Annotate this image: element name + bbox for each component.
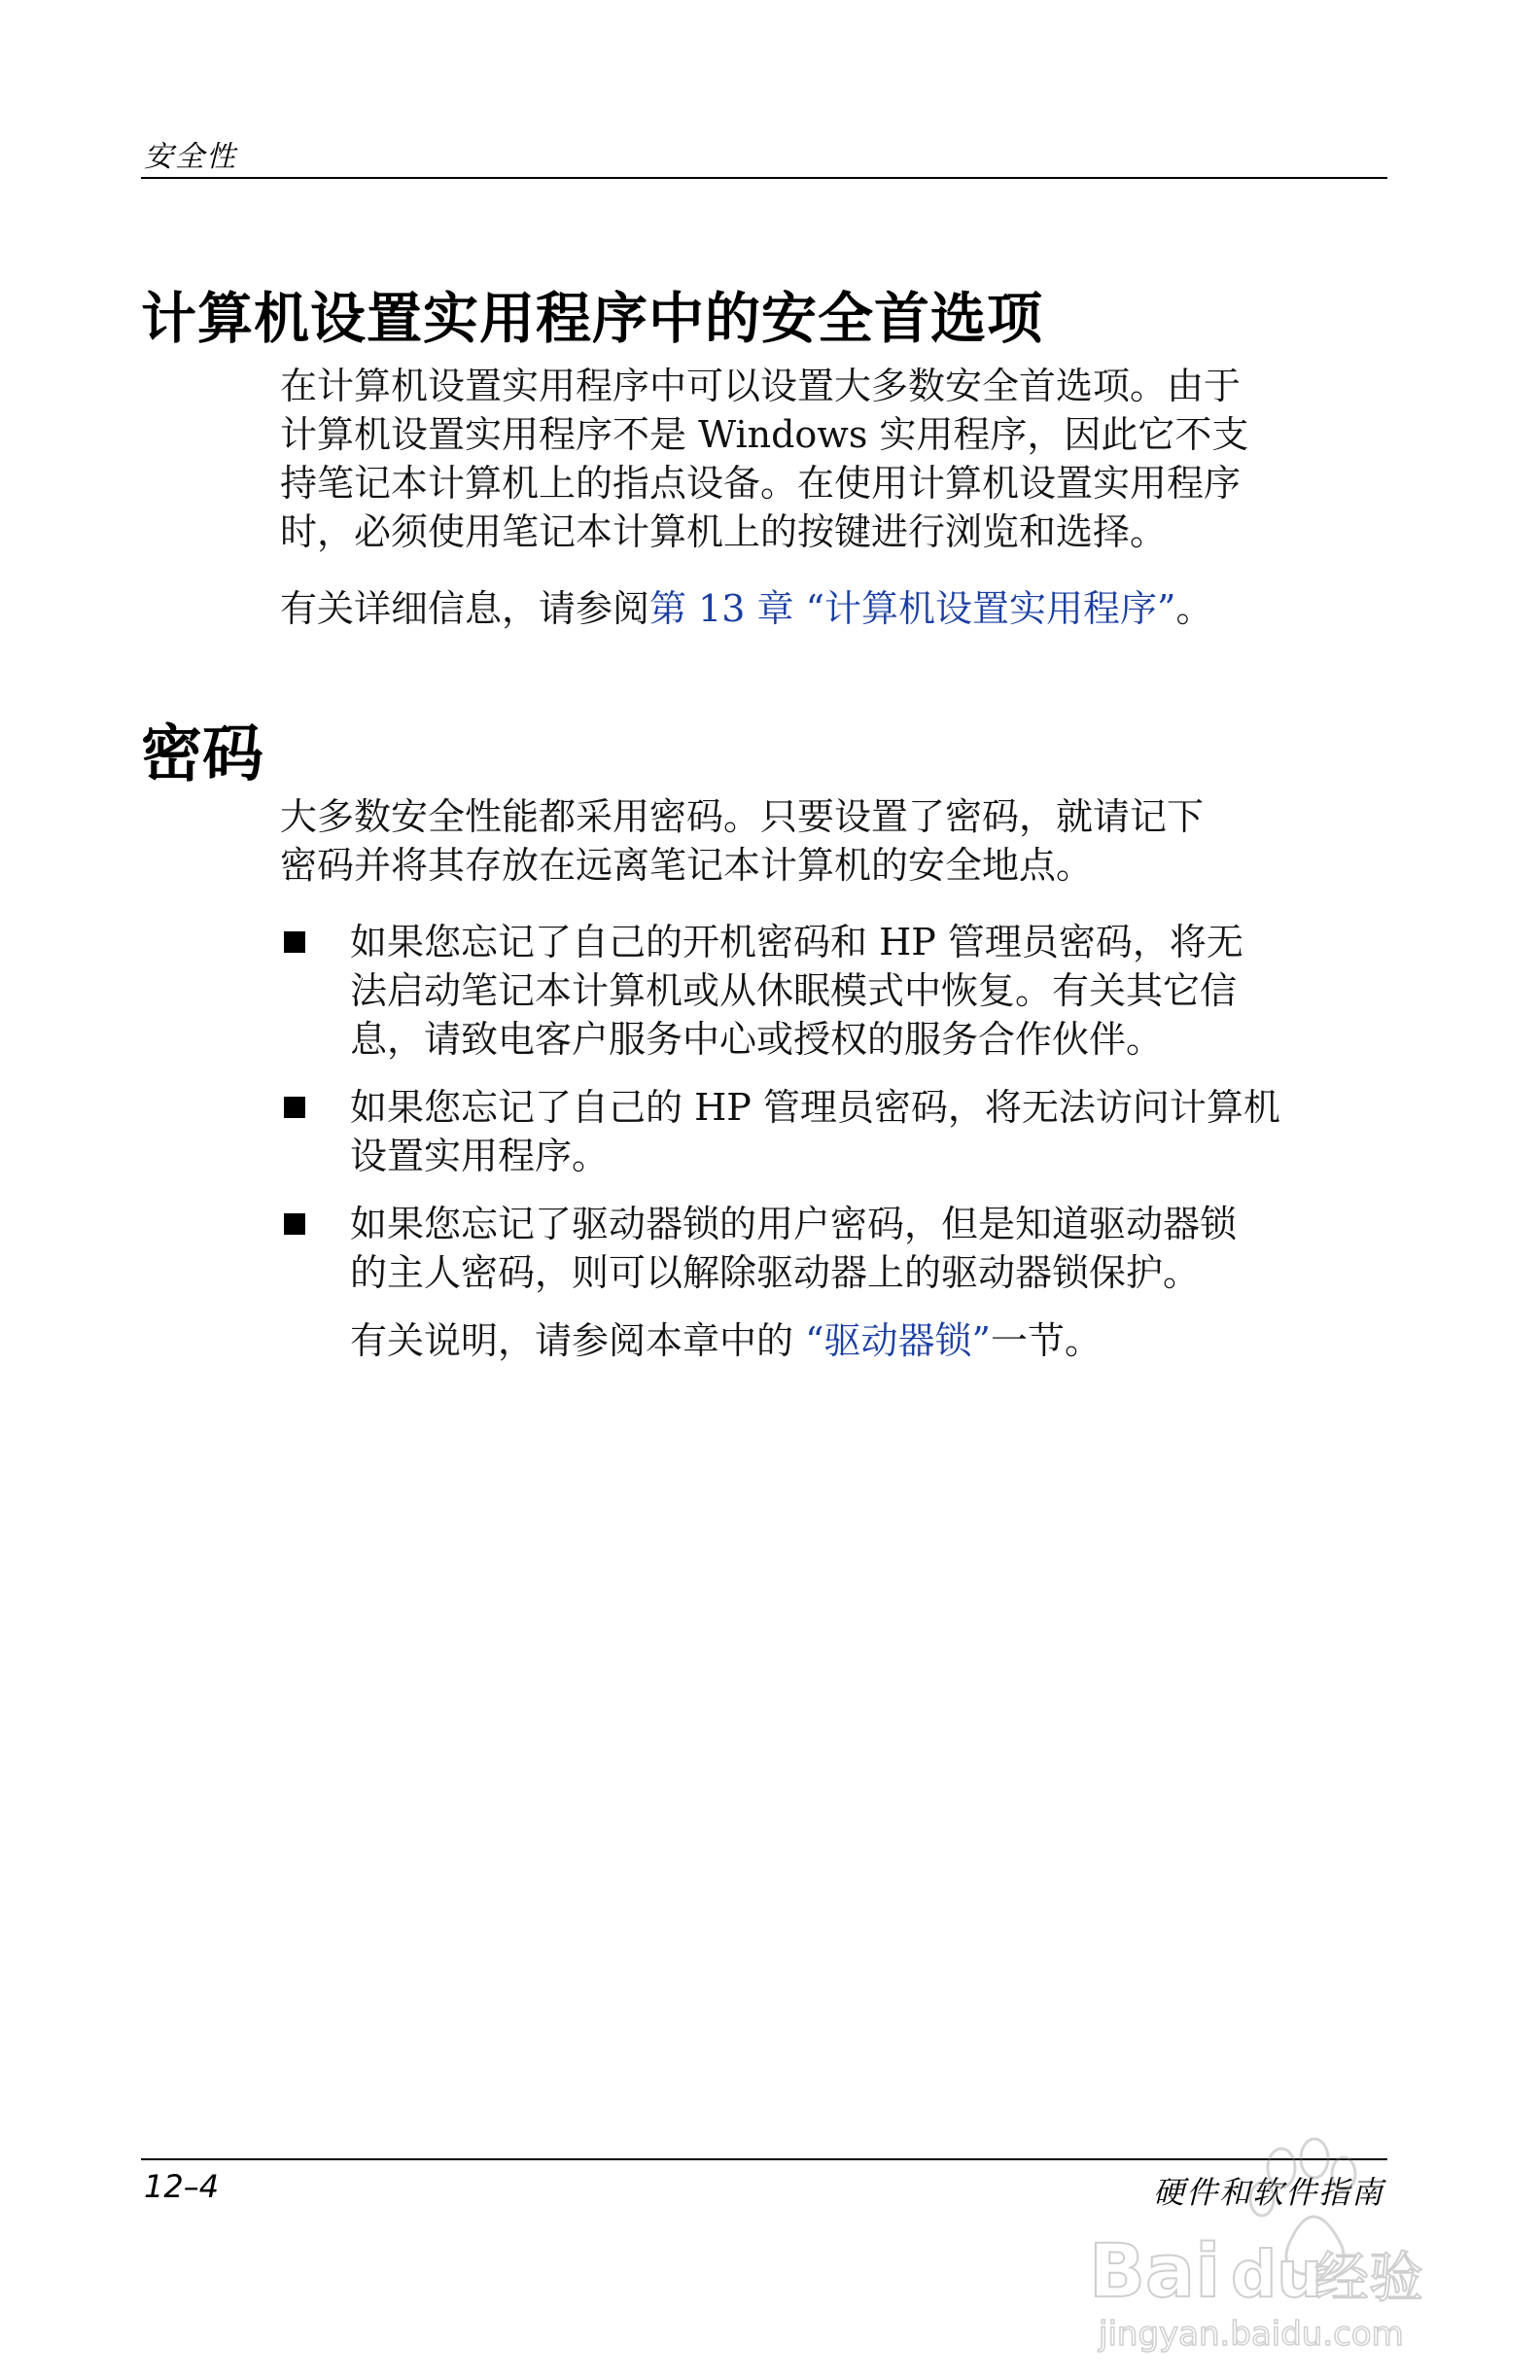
bullet-item	[280, 1083, 1388, 1180]
security-preferences-paragraph	[280, 362, 1383, 556]
bullet-square-icon	[284, 931, 305, 953]
paragraph-line: 持笔记本计算机上的指点设备。在使用计算机设置实用程序	[280, 462, 1242, 505]
watermark-url: jingyan.baidu.com	[1099, 2315, 1404, 2354]
passwords-intro-paragraph	[280, 792, 1383, 890]
bullet-square-icon	[284, 1213, 305, 1235]
bullet-item	[280, 918, 1388, 1064]
header-rule	[141, 177, 1387, 179]
watermark-text-du: du	[1231, 2237, 1323, 2312]
bullet-item	[280, 1200, 1388, 1297]
drive-lock-link[interactable]: “驱动器锁”	[805, 1319, 991, 1362]
reference-suffix: 。	[1175, 587, 1213, 630]
watermark-text-bai: Bai	[1089, 2227, 1221, 2314]
page-number: 12–4	[144, 2168, 220, 2205]
section-heading-passwords: 密码	[141, 718, 263, 789]
running-header: 安全性	[144, 140, 237, 174]
bullet-line: 的主人密码，则可以解除驱动器上的驱动器锁保护。	[350, 1251, 1201, 1294]
bullet-line: 如果您忘记了自己的开机密码和 HP 管理员密码，将无	[350, 921, 1243, 963]
bullet-line: 法启动笔记本计算机或从休眠模式中恢复。有关其它信	[350, 969, 1238, 1012]
reference-prefix: 有关详细信息，请参阅	[280, 587, 650, 630]
note-prefix: 有关说明，请参阅本章中的	[350, 1319, 806, 1362]
password-bullet-list	[280, 918, 1388, 1365]
drive-lock-note	[280, 1316, 1388, 1365]
section-heading-security-preferences: 计算机设置实用程序中的安全首选项	[141, 287, 1043, 351]
chapter-reference	[280, 584, 1383, 633]
bullet-line: 如果您忘记了自己的 HP 管理员密码，将无法访问计算机	[350, 1086, 1280, 1129]
bullet-line: 如果您忘记了驱动器锁的用户密码，但是知道驱动器锁	[350, 1203, 1238, 1245]
bullet-square-icon	[284, 1097, 305, 1118]
note-suffix: 一节。	[990, 1319, 1102, 1362]
paragraph-line: 密码并将其存放在远离笔记本计算机的安全地点。	[280, 844, 1094, 887]
baidu-jingyan-watermark-logo	[1089, 2129, 1429, 2362]
paragraph-line: 大多数安全性能都采用密码。只要设置了密码，就请记下	[280, 795, 1205, 838]
book-title: 硬件和软件指南	[1152, 2174, 1384, 2211]
paragraph-line: 在计算机设置实用程序中可以设置大多数安全首选项。由于	[280, 365, 1242, 407]
bullet-line: 息，请致电客户服务中心或授权的服务合作伙伴。	[350, 1018, 1164, 1061]
bullet-line: 设置实用程序。	[350, 1135, 610, 1177]
paragraph-line: 时，必须使用笔记本计算机上的按键进行浏览和选择。	[280, 510, 1168, 553]
chapter-13-link[interactable]: 第 13 章 “计算机设置实用程序”	[649, 587, 1176, 630]
watermark-text-jingyan: 经验	[1314, 2247, 1423, 2310]
paragraph-line: 计算机设置实用程序不是 Windows 实用程序，因此它不支	[280, 413, 1249, 456]
